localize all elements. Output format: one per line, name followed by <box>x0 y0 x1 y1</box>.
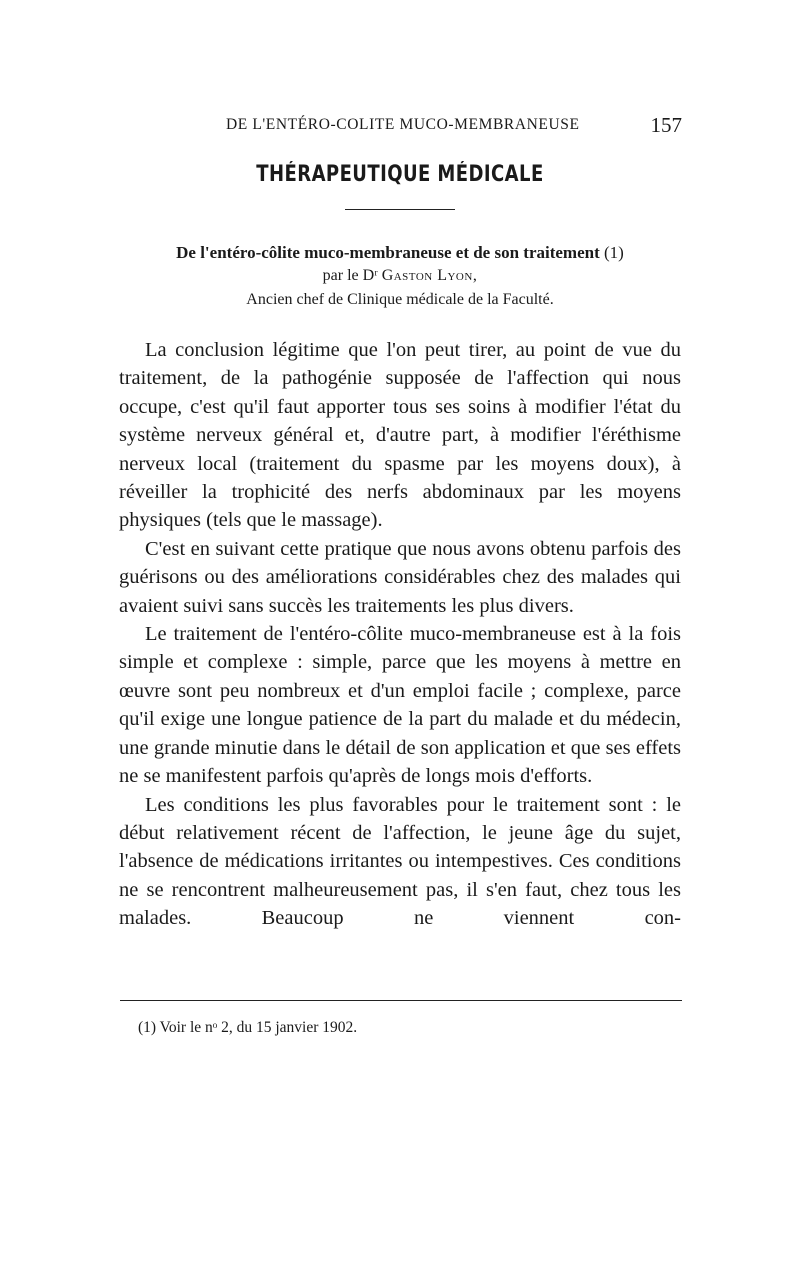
article-title-text: De l'entéro-côlite muco-membraneuse et de son traitement <box>176 243 600 262</box>
running-head <box>120 113 682 140</box>
footnote-divider <box>120 1000 682 1001</box>
body-text <box>119 336 681 933</box>
author-name: Gaston Lyon, <box>381 267 478 284</box>
affiliation: Ancien chef de Clinique médicale de la Faculté. <box>246 291 554 308</box>
byline-prefix: par le Dʳ <box>322 267 378 284</box>
section-title: THÉRAPEUTIQUE MÉDICALE <box>256 162 544 187</box>
title-divider <box>345 209 455 210</box>
paragraph-2: C'est en suivant cette pratique que nous avons obtenu parfois des guérisons ou des améliorations considérables chez des malades qui avaient suivi sans succès les traitements les plus divers. <box>119 537 681 617</box>
page-number: 157 <box>650 113 682 137</box>
paragraph-3: Le traitement de l'entéro-côlite muco-membraneuse est à la fois simple et complexe : simple, parce que les moyens à mettre en œuvre sont peu nombreux et d'un emploi facile ; complexe, parce qu'il exige une longue patience de la part du malade et du médecin, une grande minutie dans le détail de son application et que ses effets ne se manifestent parfois qu'après de longs mois d'efforts. <box>119 623 681 788</box>
running-title: DE L'ENTÉRO-COLITE MUCO-MEMBRANEUSE <box>226 116 580 133</box>
footnote-reference: (1) <box>604 243 624 262</box>
paragraph-4: Les conditions les plus favorables pour le traitement sont : le début relativement récent de l'affection, le jeune âge du sujet, l'absence de médications irritantes ou intempestives. Ces conditions ne se rencontrent malheureusement pas, il s'en faut, chez tous les malades. Beaucoup ne viennent con- <box>119 793 681 930</box>
paragraph-1: La conclusion légitime que l'on peut tirer, au point de vue du traitement, de la pathogénie supposée de l'affection qui nous occupe, c'est qu'il faut apporter tous ses soins à modifier l'état du système nerveux général et, d'autre part, à modifier l'éréthisme nerveux local (traitement du spasme par les moyens doux), à réveiller la trophicité des nerfs abdominaux par les moyens physiques (tels que le massage). <box>119 339 681 532</box>
byline <box>0 267 800 285</box>
article-title <box>0 243 800 263</box>
footnote: (1) Voir le nᵒ 2, du 15 janvier 1902. <box>138 1019 358 1036</box>
